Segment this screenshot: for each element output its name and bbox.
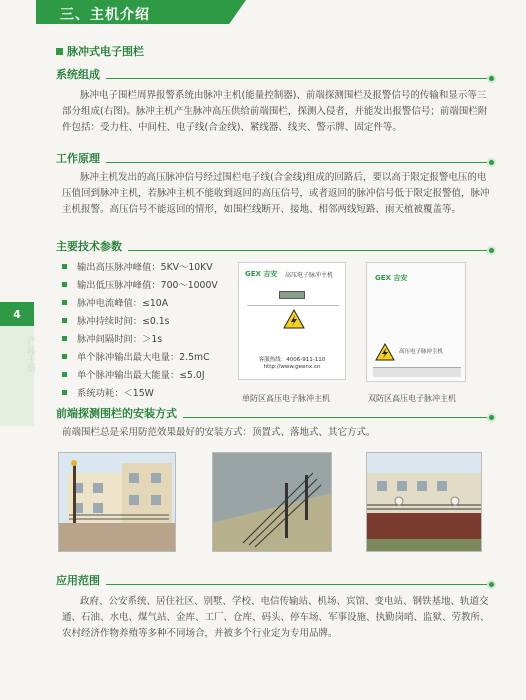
section-composition-header [56,66,496,80]
square-bullet-icon [62,318,67,323]
device-label: 高压电子脉冲主机 [399,349,444,355]
principle-text: 脉冲主机发出的高压脉冲信号经过围栏电子线(合金线)组成的回路后，要以高于限定报警电压的电压值回到脉冲主机，若脉冲主机不能收到返回的高压信号，或者返回的脉冲信号低于限定报警值，脉冲主机报警。高压信号不能返回的情形，如围栏线断开、接地、相邻两线短路、雨天植被覆盖等。 [62,172,490,215]
section-dot-icon [487,413,496,422]
section-title: 工作原理 [56,150,106,166]
section-title: 主要技术参数 [56,238,128,254]
product-heading-text: 脉冲式电子围栏 [67,45,144,58]
product-heading [56,43,144,59]
single-zone-caption: 单防区高压电子脉冲主机 [242,394,330,403]
square-bullet-icon [62,300,67,305]
square-bullet-icon [62,282,67,287]
installation-photo-ground-mounted [212,452,332,552]
installation-photo-top-mounted [58,452,176,552]
section-title: 应用范围 [56,572,106,588]
spec-item: 输出低压脉冲峰值：700～1000V [62,275,232,293]
dual-zone-caption: 双防区高压电子脉冲主机 [368,394,456,403]
square-bullet-icon [62,372,67,377]
device-label: 高压电子脉冲主机 [285,272,334,279]
spec-item: 脉冲持续时间：≤0.1s [62,311,232,329]
section-dot-icon [487,74,496,83]
device-hotline: 客服热线：4006-911-110 [258,357,326,363]
spec-item: 系统功耗：＜15W [62,383,232,401]
applications-text: 政府、公安系统、居住社区、别墅、学校、电信传输站、机场、宾馆、变电站、钢铁基地、轨道交通、石油、水电、煤气站、金库、工厂、仓库、码头、停车场、军事设施、执勤岗哨、监狱、劳教所、农村经济作物养殖等多种不同场合，并被多个行业定为专用品牌。 [62,596,490,639]
square-bullet-icon [62,264,67,269]
wall-fence-illustration [367,453,482,552]
section-title: 前端探测围栏的安装方式 [56,405,183,421]
square-bullet-icon [62,390,67,395]
high-voltage-warning-icon [375,343,395,361]
square-bullet-icon [62,336,67,341]
page-number-tab: 4 [0,302,34,326]
spec-item: 单个脉冲输出最大能量：≤5.0J [62,365,232,383]
section-divider [56,584,490,585]
installation-text: 前端围栏总是采用防范效果最好的安装方式：顶置式、落地式、其它方式。 [62,427,376,438]
device-divider [247,305,339,306]
single-zone-host-image [238,262,346,380]
section-title: 系统组成 [56,66,106,82]
section-installation-header [56,405,496,419]
section-applications-header [56,572,496,586]
section-principle-header [56,150,496,164]
spec-item: 单个脉冲输出最大电量：2.5mC [62,347,232,365]
composition-text: 脉冲电子围栏周界报警系统由脉冲主机(能量控制器)、前端探测围栏及报警信号的传输和显示等三部分组成(右图)。脉冲主机产生脉冲高压供给前端围栏，探测入侵者，并能发出报警信号；前端围栏附件包括：受力柱、中间柱、电子线(合金线)、紧线器、线夹、警示牌、固定件等。 [62,90,488,133]
section-divider [56,78,490,79]
square-bullet-icon [62,354,67,359]
device-website: http://www.geenx.cn [263,364,321,370]
device-brand: GEX 吉安 [245,270,278,278]
installation-photo-other [366,452,482,552]
dual-zone-host-image [366,262,466,382]
high-voltage-warning-icon [283,309,305,329]
building-illustration [59,453,176,552]
section-dot-icon [487,580,496,589]
side-vertical-text: 产品手册 [25,336,35,372]
page-title: 三、主机介绍 [60,7,150,23]
section-dot-icon [487,158,496,167]
section-specs-header [56,238,496,252]
spec-item: 输出高压脉冲峰值：5KV～10KV [62,257,232,275]
fence-illustration [213,453,332,552]
section-dot-icon [487,246,496,255]
device-brand: GEX 吉安 [375,274,408,282]
section-divider [56,162,490,163]
square-bullet-icon [56,48,63,55]
spec-item: 脉冲电流峰值：≤10A [62,293,232,311]
terminal-strip [373,367,461,377]
spec-list [62,257,232,401]
spec-item: 脉冲间隔时间：＞1s [62,329,232,347]
lcd-display [279,291,305,299]
